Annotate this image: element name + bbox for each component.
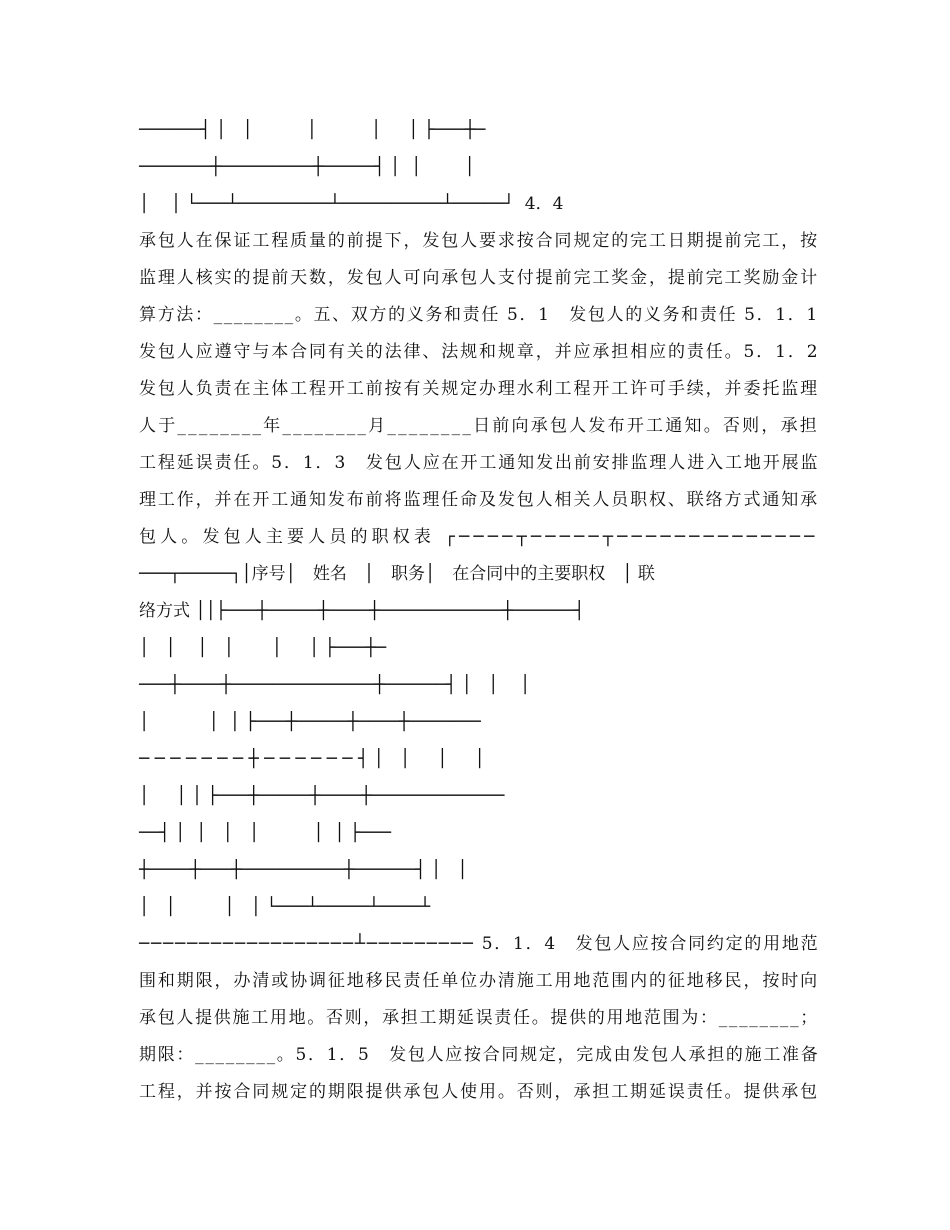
document-page [139, 112, 819, 1111]
paragraph-line: 承包人提供施工用地。否则，承担工期延误责任。提供的用地范围为：________； [139, 1008, 819, 1028]
paragraph-line: 发包人负责在主体工程开工前按有关规定办理水利工程开工许可手续，并委托监理 [139, 379, 819, 399]
table-header-line: 络方式 ││├───┼─────┼────┼────────────┼──────┤ [139, 601, 585, 621]
paragraph-line: 理工作，并在开工通知发布前将监理任命及发包人相关人员职权、联络方式通知承 [139, 490, 819, 510]
table-border-line: ─ ─ ─ ─ ─ ─ ─ ┼ ─ ─ ─ ─ ─ ─ ┤ │ │ │ │ [139, 749, 485, 769]
paragraph-line: 监理人核实的提前天数，发包人可向承包人支付提前完工奖金，提前完工奖励金计 [139, 268, 819, 288]
paragraph-line: 工程延误责任。5．1．3 发包人应在开工通知发出前安排监理人进入工地开展监 [139, 453, 820, 473]
paragraph-line: 工程，并按合同规定的期限提供承包人使用。否则，承担工期延误责任。提供承包 [139, 1082, 819, 1102]
paragraph-line: ──────────────────┴───────── 5．1．4 发包人应按合同约定的用地范 [139, 934, 820, 954]
paragraph-line: 承包人在保证工程质量的前提下，发包人要求按合同规定的完工日期提前完工，按 [139, 231, 819, 251]
paragraph-line: 包人。发包人主要人员的职权表 ┌────┬─────┬────────────── [139, 527, 819, 547]
table-border-line: ┼────┼───┼──────────┼──────┤ │ │ [139, 860, 468, 880]
paragraph-line: 人于________年________月________日前向承包人发布开工通知。否则，承担 [139, 416, 819, 436]
table-border-line: │ │ │ │ │ │ ├───┼─ [139, 638, 387, 658]
paragraph-line: 发包人应遵守与本合同有关的法律、法规和规章，并应承担相应的责任。5．1．2 [139, 342, 820, 362]
table-border-line: │ │ │ ├───┼─────┼────┼───────────── [139, 786, 505, 806]
table-border-line: ───┼────┼──────────────┼──────┤ │ │ │ [139, 675, 531, 695]
paragraph-line: 算方法：________。五、双方的义务和责任 5．1 发包人的义务和责任 5．1．1 [139, 305, 819, 325]
table-border-line: ───────┼─────────┼─────┤ │ │ │ [139, 157, 475, 177]
paragraph-line: 期限：________。5．1．5 发包人应按合同规定，完成由发包人承担的施工准备 [139, 1045, 820, 1065]
paragraph-line: 围和期限，办清或协调征地移民责任单位办清施工用地范围内的征地移民，按时向 [139, 971, 819, 991]
table-border-line: │ │ └───┴─────────┴──────────┴─────┘ 4．4 [139, 194, 564, 214]
table-border-line: ──┤ │ │ │ │ │ │ ├─── [139, 823, 391, 843]
table-border-line: │ │ │ ├───┼─────┼────┼─────── [139, 712, 481, 732]
table-border-line: │ │ │ │ └───┴─────┴────┴ [139, 897, 431, 917]
table-header-line: ───┬─────┐│序号│ 姓名 │ 职务│ 在合同中的主要职权 │ 联 [139, 564, 655, 584]
table-border-line: ──────┤ │ │ │ │ │ ├───┼─ [139, 120, 486, 140]
